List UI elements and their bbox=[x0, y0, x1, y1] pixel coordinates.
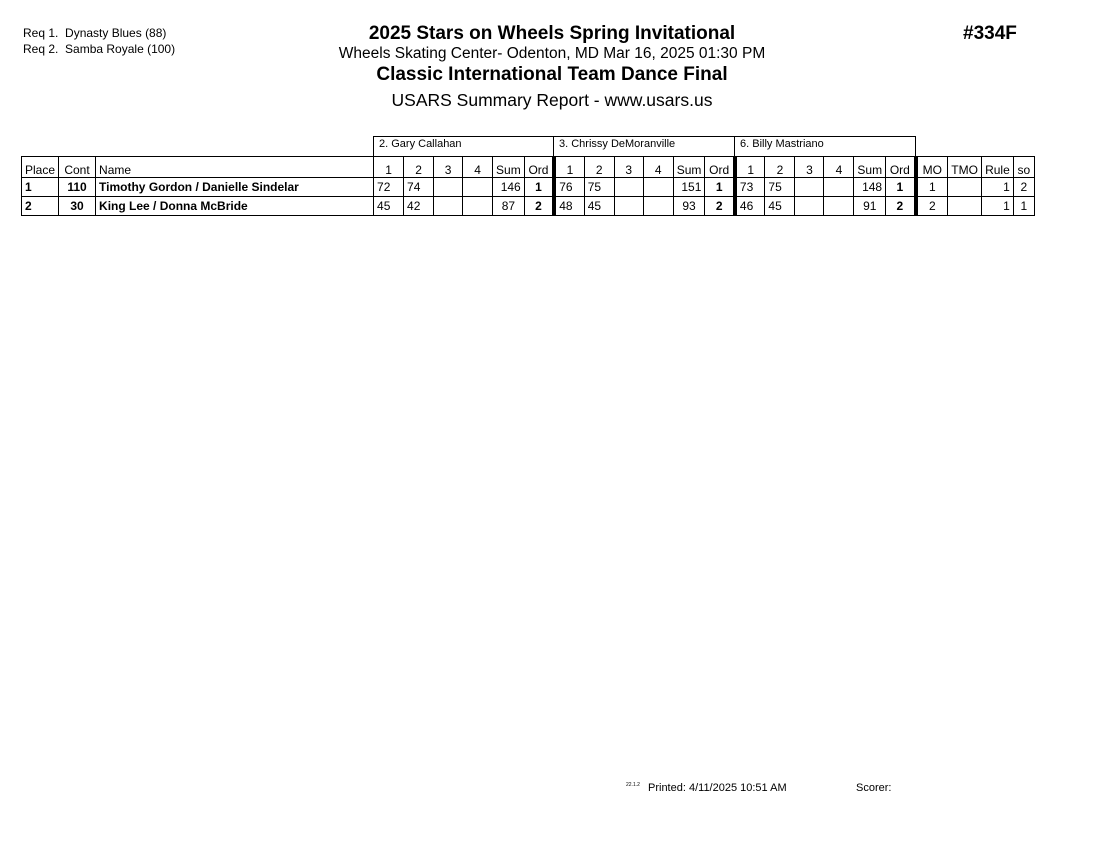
judge-header-3: 6. Billy Mastriano bbox=[734, 136, 916, 156]
score-cell bbox=[643, 197, 673, 216]
ord-cell: 1 bbox=[524, 178, 554, 197]
name-cell: King Lee / Donna McBride bbox=[96, 197, 374, 216]
score-cell: 45 bbox=[765, 197, 795, 216]
col-j3-sum: Sum bbox=[854, 157, 886, 178]
score-cell: 72 bbox=[374, 178, 404, 197]
judge-header-1: 2. Gary Callahan bbox=[373, 136, 554, 156]
venue-date: Wheels Skating Center- Odenton, MD Mar 16, 2025 01:30 PM bbox=[338, 45, 766, 62]
col-so: so bbox=[1013, 157, 1034, 178]
col-j1-s1: 1 bbox=[374, 157, 404, 178]
printed-timestamp: Printed: 4/11/2025 10:51 AM bbox=[648, 782, 787, 794]
event-number: #334F bbox=[963, 23, 1017, 44]
col-cont: Cont bbox=[59, 157, 96, 178]
col-j2-s4: 4 bbox=[643, 157, 673, 178]
ord-cell: 2 bbox=[886, 197, 916, 216]
col-name: Name bbox=[96, 157, 374, 178]
score-cell bbox=[824, 197, 854, 216]
col-j1-sum: Sum bbox=[493, 157, 525, 178]
col-j3-s4: 4 bbox=[824, 157, 854, 178]
tmo-cell bbox=[948, 197, 982, 216]
sum-cell: 151 bbox=[673, 178, 705, 197]
score-cell bbox=[824, 178, 854, 197]
col-j1-s4: 4 bbox=[463, 157, 493, 178]
score-cell bbox=[463, 197, 493, 216]
col-tmo: TMO bbox=[948, 157, 982, 178]
rule-cell: 1 bbox=[982, 197, 1014, 216]
tmo-cell bbox=[948, 178, 982, 197]
cont-cell: 30 bbox=[59, 197, 96, 216]
ord-cell: 1 bbox=[705, 178, 735, 197]
col-j3-s1: 1 bbox=[735, 157, 765, 178]
col-j2-ord: Ord bbox=[705, 157, 735, 178]
competition-title: 2025 Stars on Wheels Spring Invitational bbox=[368, 23, 736, 44]
mo-cell: 2 bbox=[916, 197, 948, 216]
score-cell: 73 bbox=[735, 178, 765, 197]
score-cell: 42 bbox=[404, 197, 434, 216]
score-cell: 74 bbox=[404, 178, 434, 197]
score-cell bbox=[463, 178, 493, 197]
ord-cell: 2 bbox=[524, 197, 554, 216]
score-cell bbox=[614, 197, 643, 216]
score-cell bbox=[643, 178, 673, 197]
mo-cell: 1 bbox=[916, 178, 948, 197]
col-j2-s3: 3 bbox=[614, 157, 643, 178]
score-cell: 45 bbox=[374, 197, 404, 216]
col-j2-s1: 1 bbox=[554, 157, 584, 178]
results-table bbox=[21, 156, 1035, 216]
col-j1-s3: 3 bbox=[434, 157, 463, 178]
so-cell: 2 bbox=[1013, 178, 1034, 197]
judge-header-2: 3. Chrissy DeMoranville bbox=[553, 136, 735, 156]
name-cell: Timothy Gordon / Danielle Sindelar bbox=[96, 178, 374, 197]
software-version: 22.1.2 bbox=[626, 782, 640, 788]
col-j1-s2: 2 bbox=[404, 157, 434, 178]
report-title: USARS Summary Report - www.usars.us bbox=[391, 90, 713, 110]
event-name: Classic International Team Dance Final bbox=[376, 64, 728, 85]
table-row bbox=[22, 178, 1035, 197]
score-cell bbox=[434, 178, 463, 197]
score-cell: 45 bbox=[584, 197, 614, 216]
score-cell bbox=[614, 178, 643, 197]
place-cell: 1 bbox=[22, 178, 59, 197]
score-cell: 76 bbox=[554, 178, 584, 197]
score-cell: 46 bbox=[735, 197, 765, 216]
col-j1-ord: Ord bbox=[524, 157, 554, 178]
col-j3-ord: Ord bbox=[886, 157, 916, 178]
cont-cell: 110 bbox=[59, 178, 96, 197]
so-cell: 1 bbox=[1013, 197, 1034, 216]
place-cell: 2 bbox=[22, 197, 59, 216]
table-row bbox=[22, 197, 1035, 216]
sum-cell: 87 bbox=[493, 197, 525, 216]
score-cell: 75 bbox=[765, 178, 795, 197]
col-place: Place bbox=[22, 157, 59, 178]
col-j2-s2: 2 bbox=[584, 157, 614, 178]
request-1: Req 1. Dynasty Blues (88) bbox=[23, 26, 167, 40]
score-cell bbox=[795, 197, 824, 216]
sum-cell: 91 bbox=[854, 197, 886, 216]
score-cell: 75 bbox=[584, 178, 614, 197]
col-j2-sum: Sum bbox=[673, 157, 705, 178]
ord-cell: 2 bbox=[705, 197, 735, 216]
col-mo: MO bbox=[916, 157, 948, 178]
sum-cell: 146 bbox=[493, 178, 525, 197]
rule-cell: 1 bbox=[982, 178, 1014, 197]
score-cell bbox=[795, 178, 824, 197]
col-j3-s3: 3 bbox=[795, 157, 824, 178]
score-cell: 48 bbox=[554, 197, 584, 216]
table-header-row bbox=[22, 157, 1035, 178]
col-j3-s2: 2 bbox=[765, 157, 795, 178]
request-2: Req 2. Samba Royale (100) bbox=[23, 42, 176, 56]
scorer-label: Scorer: bbox=[856, 782, 892, 794]
sum-cell: 93 bbox=[673, 197, 705, 216]
sum-cell: 148 bbox=[854, 178, 886, 197]
col-rule: Rule bbox=[982, 157, 1014, 178]
score-cell bbox=[434, 197, 463, 216]
ord-cell: 1 bbox=[886, 178, 916, 197]
